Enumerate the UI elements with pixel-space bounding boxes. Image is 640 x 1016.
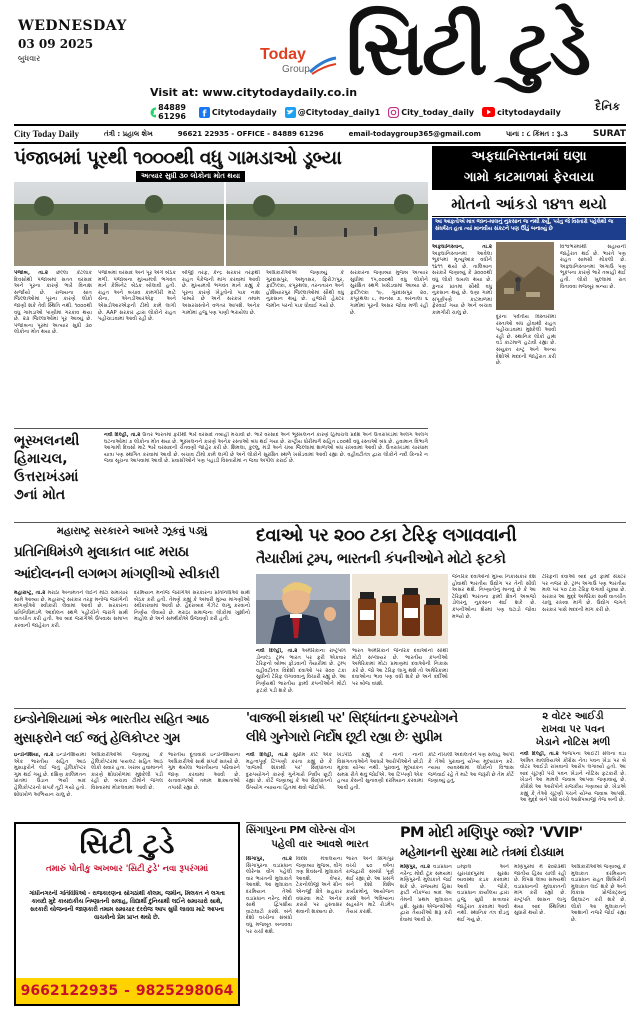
voter-body (520, 751, 626, 819)
afghan-col2: દૂરના પર્વતીય વિસ્તારોમાં રસ્તાઓ બંધ હોવાથી રાહત પહોંચાડવામાં મુશ્કેલી આવી રહી છે. સ્થાનિક લોકો હાથ વડે કાટમાળ હટાવી રહ્યા છે. સંયુક્ત રાષ્ટ્ર અને અન્ય દેશોએ મદદની જાહેરાત કરી છે. (496, 314, 556, 367)
indonesia-col3: ભારતીય દૂતાવાસે ઇન્ડોનેશિયાના અધિકારીઓ સાથે સંપર્ક સાધ્યો છે. ગુમ થયેલા ભારતીયના પરિવારને જાણ કરવામાં આવી છે. સત્તાવાળાઓ તમામ શક્યતાઓ તપાસી રહ્યા છે. (168, 752, 240, 791)
punjab-col5: સરકારના જણાવ્યા મુજબ અત્યાર સુધીમાં ૧૫,૦૦૦થી વધુ લોકોને સુરક્ષિત સ્થળે ખસેડવામાં આવ્યા છે. ફાઝિલ્કા ૧૯, ગુરદાસપુર ૨૦, કપૂરથલા ૮, માનસા ૭, બરનાલા ૬ ગામોમાં પૂરની અસર જોવા મળી રહી છે. (350, 270, 428, 316)
masthead-day-gujarati: બુધવાર (18, 54, 41, 63)
himachal-headline-line4: ૭નાં મોત (14, 487, 66, 503)
ad-body: ગાંધીનગરની ગતિવિધિઓ - રાજકારણના સોગઠાંથી કોલમ, જમીન, મિલકત ને લગતા કાયદો મુદે કાયદાકીય નિષ્ણાતની સલાહ, વિદ્યાર્થી દુનિયાથી લઈને સમાચારો સાથે, સરકારી યોજનાની જાણકારી તમામ સમાચાર દરરોજ આપ સુધી લાવવા માટે આપના વાચકોનો પ્રેમ પ્રાપ્ત થયો છે. (29, 891, 225, 921)
infobar-top-rule (14, 124, 626, 126)
tariff-dateline: નવી દિલ્હી, તા.૨ (256, 648, 298, 654)
punjab-dateline: પંજાબ, તા.૨ (14, 270, 49, 276)
twitter-link[interactable] (285, 107, 380, 118)
ad-phone1[interactable]: 9662122935 (20, 983, 119, 999)
singapore-col1-text: સિંગાપુરના વડાપ્રધાન લોરેન્સ વોંગ પહેલી વાર ભારતની મુલાકાતે આવશે. આ મુલાકાત દરમિયાન તેઓ વડાપ્રધાન નરેન્દ્ર મોદી સાથે દ્વિપક્ષીય વાટાઘાટો કરશે. બંને દેશો વચ્ચેના સંબંધો વધુ મજબૂત બનાવવા પર ચર્ચા થશે. (246, 862, 292, 935)
indonesia-dateline: ઇન્ડોનેશિયા, તા.૨ (14, 752, 54, 758)
twitter-handle: @Citytoday_daily1 (297, 107, 381, 117)
maratha-col1 (14, 590, 128, 704)
voter-body-text: ભાજપના આઈટી સેલના વડા અમિત માલવિયાએ કોંગ્રેસ નેતા પવન ખેડા પર બે વોટર આઈડી રાખવાનો આરોપ લગાવ્યો હતો. આ બાદ ચૂંટણી પંચે પવન ખેડાને નોટિસ ફટકારી છે. ખેડાને આ મામલે જવાબ આપવા જણાવાયું છે. કોંગ્રેસે આ આરોપોને રાજકીય ગણાવ્યા છે. ખેડાએ કહ્યું કે તેઓ ચૂંટણી પંચને યોગ્ય જવાબ આપશે. આ મુદ્દે બંને પક્ષો વચ્ચે આક્ષેપબાજી તેજ બની છે. (520, 751, 626, 804)
voter-dateline: નવી દિલ્હી, તા.૨ (520, 751, 559, 757)
instagram-handle: City_today_daily (401, 107, 475, 117)
facebook-handle: Citytodaydaily (211, 107, 277, 117)
afghan-story (432, 146, 626, 436)
indonesia-col1 (14, 752, 86, 820)
whatsapp-icon (150, 107, 156, 118)
court-col3: કોર્ટે નીચલી અદાલતોને પણ સલાહ આપી કે તેઓ પુરાવાનું યોગ્ય મૂલ્યાંકન કરે. ન્યાય વ્યવસ્થામાં લોકોનો વિશ્વાસ જળવાઈ રહે તે માટે આ જરૂરી છે તેમ કોર્ટે જણાવ્યું હતું. (428, 752, 514, 785)
himachal-top-rule (14, 428, 428, 429)
manipur-headline-line1: PM મોદી મણિપુર જશે? 'VVIP' (400, 825, 583, 841)
court-story (246, 710, 514, 820)
tariff-headline-line2: તૈયારીમાં ટ્રમ્પ, ભારતની કંપનીઓને મોટો ફટકો (256, 551, 506, 567)
tariff-col2: ભારત અમેરિકાને જેનરિક દવાઓનો સૌથી મોટો સપ્લાયર છે. ભારતીય કંપનીઓ અમેરિકામાં મોટા પ્રમાણમાં દવાઓની નિકાસ કરે છે. જો આ ટેરિફ લાગુ થશે તો અમેરિકામાં દવાઓના ભાવ પણ વધી શકે છે અને દર્દીઓ પર બોજ વધશે. (352, 648, 448, 687)
youtube-icon (482, 107, 495, 117)
afghan-col1 (432, 244, 492, 434)
afghan-rubble-photo (496, 242, 554, 310)
whatsapp-number: 84889 61296 (158, 103, 186, 121)
tariff-col1-text: અમેરિકાના રાષ્ટ્રપતિ ડોનાલ્ડ ટ્રમ્પ ભારત પર ફરી એકવાર ટેરિફનો બોમ્બ ફોડવાની તૈયારીમાં છે. ટ્રમ્પ વહીવટીતંત્ર વિદેશી દવાઓ પર ૨૦૦ ટકા સુધીનો ટેરિફ લગાવવાનું વિચારી રહ્યું છે. આ નિર્ણયથી ભારતીય ફાર્મા કંપનીઓને મોટો ફટકો પડી શકે છે. (256, 648, 346, 694)
infobar-bottom-rule (14, 142, 626, 144)
tariff-col4: ટેરિફની દવાઓ બાદ હવે ફાર્મા સેક્ટર પર નજર છે. ટ્રમ્પ અગાઉ પણ ભારતીય માલ પર ૫૦ ટકા ટેરિફ લગાવી ચૂક્યા છે. સરકાર આ મુદ્દે અમેરિકા સાથે વાતચીત ચાલુ રાખવા માંગે છે. ઉદ્યોગ જગતે સરકાર પાસે મદદની માંગ કરી છે. (542, 574, 626, 613)
maratha-story (14, 524, 250, 706)
manipur-dateline: મણિપુર, તા.૨ (400, 864, 431, 870)
himachal-headline-line2: હિમાચલ, (14, 451, 68, 467)
lower-rule (246, 822, 626, 823)
infobar-email[interactable]: email-todaygroup365@gmail.com (348, 130, 481, 138)
voter-headline-line3: ખેડાને નોટિસ મળી (535, 737, 611, 748)
maratha-dateline: મહારાષ્ટ્ર, તા.૨ (14, 590, 46, 596)
instagram-icon (388, 107, 399, 118)
tariff-col1 (256, 648, 346, 706)
maratha-kicker: મહારાષ્ટ્ર સરકારને આખરે ઝૂકવું પડ્યું (56, 526, 208, 537)
visit-url[interactable]: Visit at: www.citytodaydaily.co.in (150, 86, 358, 99)
punjab-col4: અધિકારીઓએ જણાવ્યું કે ગુરદાસપુર, અમૃતસર, ફિરોઝપુર, ફાઝિલ્કા, કપૂરથલા, તરનતારન અને હોશિયારપુર જિલ્લાઓમાં સૌથી વધુ નુકસાન થયું છે. હજારો હેક્ટર જમીન પરનો પાક ધોવાઈ ગયો છે. (266, 270, 344, 309)
infobar (14, 127, 626, 141)
indonesia-col2: અધિકારીઓએ જણાવ્યું કે હેલિકોપ્ટરમાં પાયલટ સહિત આઠ લોકો સવાર હતા. ખરાબ હવામાનને કારણે શોધખોળમાં મુશ્કેલી પડી રહી છે. બચાવ ટીમોને જંગલ વિસ્તારમાં મોકલવામાં આવી છે. (91, 752, 163, 791)
facebook-icon (199, 107, 210, 118)
singapore-headline-line1: સિંગાપુરના PM લોરેન્સ વોંગ (246, 825, 355, 836)
ad-phone-bar (16, 978, 238, 1004)
himachal-headline-line1: ભૂસ્ખલનથી (14, 433, 80, 449)
city-today-ad (14, 822, 240, 1006)
masthead-title-block (346, 4, 626, 116)
tariff-col3: જેનરિક દવાઓનો મુખ્ય નિકાસકાર દેશ હોવાથી ભારતીય ઉદ્યોગ પર તેની સીધી અસર થશે. નિષ્ણાતોનું માનવું છે કે આ ટેરિફથી ભારતના ફાર્મા ક્ષેત્રને અબજો ડોલરનું નુકસાન થઈ શકે છે. કંપનીઓના શેરમાં પણ ઘટાડો જોવા મળ્યો છે. (452, 574, 536, 620)
himachal-headline (14, 432, 98, 504)
punjab-col2: પંજાબમાં વરસાદ અને પૂર અંગે બેઠક મળી. પંજાબના મુખ્યમંત્રી ભગવંત માને કેબિનેટ બેઠક બોલાવી હતી. રાહત અને બચાવ કામગીરી માટે સેના, એનડીઆરએફ અને એસડીઆરએફની ટીમો કામે લાગી છે. AAP સરકાર દ્વારા લોકોને રાહત પહોંચાડવામાં આવી રહી છે. (98, 270, 176, 323)
indonesia-headline-line2: મુસાફરોને લઈ જતું હેલિકોપ્ટર ગુમ (14, 730, 180, 745)
logo-swoosh-icon (308, 56, 338, 76)
voter-story (520, 710, 626, 820)
afghan-lede: આ આફતોએ માત્ર જાન-માલનું નુકસાન જ નથી કર્યું, પરંતુ જે વિસ્તારો પહેલેથી જ સંઘર્ષરત હતા ત્યાં માનવીય સંકટને પણ ઊંડું બનાવ્યું છે (432, 218, 626, 240)
punjab-col1-text: છેલ્લા કેટલાક દિવસોથી પંજાબમાં સતત વરસાદ અને પૂરના કારણે ભારે વિનાશ સર્જાયો છે. રાજ્યના સાત જિલ્લાઓમાં પૂરના કારણે લોકો જાણી શકે તેવી સ્થિતિ નથી. ૧૦૦૦થી વધુ ગામડાઓ પાણીમાં ગરકાવ થયા છે. ૨૩ જિલ્લાઓમાં પૂર આવ્યું છે. પંજાબના પૂરમાં અત્યાર સુધી ૩૦ લોકોના મોત થયા છે. (14, 270, 92, 336)
infobar-paper: City Today Daily (14, 129, 80, 139)
singapore-headline-line2: પહેલી વાર આવશે ભારત (271, 839, 369, 850)
twitter-icon (285, 107, 296, 118)
masthead-title: સિટી ટુડે (346, 3, 589, 92)
manipur-story (400, 824, 626, 1008)
masthead-day: WEDNESDAY (18, 18, 127, 34)
voter-headline-line2: રાખવા પર પવન (541, 724, 605, 735)
tariff-story (256, 524, 626, 706)
punjab-subhead: અત્યાર સુધી ૩૦ લોકોના મોત થયા (136, 171, 245, 182)
maratha-top-rule (14, 522, 626, 523)
ad-phone2[interactable]: 9825298064 (135, 983, 234, 999)
facebook-link[interactable] (199, 107, 277, 118)
instagram-link[interactable] (388, 107, 474, 118)
himachal-headline-line3: ઉત્તરાખંડમાં (14, 469, 79, 485)
punjab-story (14, 146, 428, 426)
court-dateline: નવી દિલ્હી, તા.૨ (246, 752, 288, 758)
manipur-col1-text: વડાપ્રધાન નરેન્દ્ર મોદી ટૂંક સમયમાં મણિપુરની મુલાકાતે જઈ શકે છે. રાજ્યમાં હિંસા ફાટી નીકળ્યા બાદ આ તેમની પ્રથમ મુલાકાત હશે. સુરક્ષા એજન્સીઓ દ્વારા તૈયારીઓ શરૂ કરી દેવામાં આવી છે. (400, 864, 452, 923)
trump-photo (256, 574, 350, 644)
court-col1 (246, 752, 332, 820)
himachal-story (14, 432, 428, 520)
himachal-dateline: નવી દિલ્હી, તા.૨ (104, 432, 141, 438)
court-col1-text: સુપ્રીમ કોર્ટે એક મહત્વપૂર્ણ ટિપ્પણી કરતા કહ્યું છે કે 'વાજબી શંકાથી પર' સિદ્ધાંતના દુરુપયોગને કારણે ગુનેગારો નિર્દોષ છૂટી રહ્યા છે. કોર્ટે જણાવ્યું કે આ સિદ્ધાંતનો ઉપયોગ ન્યાયના હિતમાં થવો જોઈએ. (246, 752, 332, 791)
afghan-headline-box (432, 146, 626, 190)
infobar-editor: તંત્રી : પ્રહાલ શેખ (104, 129, 153, 138)
masthead-date: 03 09 2025 (18, 37, 94, 51)
singapore-dateline: સિંગાપુર, તા.૨ (246, 856, 292, 862)
court-headline-line1: 'વાજબી શંકાથી પર' સિદ્ધાંતના દુરુપયોગને (246, 711, 458, 726)
punjab-headline: પંજાબમાં પૂરથી ૧૦૦૦થી વધુ ગામડાઓ ડૂબ્યા (14, 147, 342, 169)
punjab-col3: બીજી તરફ, કેન્દ્ર સરકાર તરફથી રાહત પેકેજની માંગ કરવામાં આવી છે. મુખ્યમંત્રી ભગવંત માને કહ્યું કે પૂરના કારણે ખેડૂતોનો પાક નાશ પામ્યો છે અને સરકાર તમામ અસરગ્રસ્તોને વળતર આપશે. અનેક ગામોમાં હજુ પણ પાણી ભરાયેલા છે. (182, 270, 260, 316)
manipur-col4: અધિકારીઓએ જણાવ્યું કે મુલાકાત દરમિયાન વડાપ્રધાન રાહત શિબિરોની મુલાકાત લઈ શકે છે અને વિકાસ પ્રોજેક્ટ્સનું ઉદ્ઘાટન કરી શકે છે. લોકો આ મુલાકાતને આશાની નજરે જોઈ રહ્યા છે. (571, 864, 626, 923)
ad-title: સિટી ટુડે (79, 827, 175, 860)
singapore-story (246, 824, 394, 1008)
medicine-bottles-photo (352, 574, 448, 644)
logo-group-text: Group (282, 64, 310, 75)
indonesia-headline-line1: ઇન્ડોનેશિયામાં એક ભારતીય સહિત આઠ (14, 711, 209, 726)
masthead (0, 0, 640, 124)
indonesia-col1-text: ઇન્ડોનેશિયામાં એક ભારતીય સહિત આઠ મુસાફરોને લઈ જતું હેલિકોપ્ટર ગુમ થઈ ગયું છે. દક્ષિણ કાલિમંતન પ્રાંતમાં ઉડાન ભર્યા બાદ હેલિકોપ્ટરનો સંપર્ક તૂટી ગયો હતો. શોધખોળ અભિયાન ચાલુ છે. (14, 752, 86, 798)
afghan-headline-line2: ગામો કાટમાળમાં ફેરવાયા (463, 170, 595, 185)
punjab-col1 (14, 270, 92, 424)
manipur-col2: ઇમ્ફાલ અને ચુરાચાંદપુરમાં સુરક્ષા વ્યવસ્થા કડક કરવામાં આવી છે. જોકે, વડાપ્રધાન કાર્યાલય દ્વારા હજુ સુધી સત્તાવાર જાહેરાત કરવામાં આવી નથી. સ્થાનિક તંત્ર દોડતું થઈ ગયું છે. (457, 864, 509, 923)
court-headline-line2: લીધે ગુનેગારો નિર્દોષ છૂટી રહ્યા છેઃ સુપ્રીમ (246, 730, 442, 745)
infobar-city: SURAT (592, 129, 626, 139)
singapore-col1 (246, 856, 292, 1008)
voter-headline-line1: ૨ વોટર આઈડી (542, 711, 604, 722)
afghan-dateline: અફઘાનિસ્તાન, તા.૨ (432, 244, 492, 250)
himachal-body (104, 432, 428, 516)
court-col2: ખંડપીઠે કહ્યું કે નાની નાની વિસંગતતાઓને આધારે આરોપીઓને છોડી મૂકવા યોગ્ય નથી. પુરાવાનું મૂલ્યાંકન સમગ્ર રીતે થવું જોઈએ. આ ટિપ્પણી એક હત્યા કેસની સુનાવણી દરમિયાન કરવામાં આવી હતી. (337, 752, 423, 791)
manipur-col3: મણિપુરમાં મે ૨૦૨૩થી જાતીય હિંસા ચાલી રહી છે. વિપક્ષ લાંબા સમયથી વડાપ્રધાનની મુલાકાતની માંગ કરી રહ્યો છે. રાષ્ટ્રપતિ શાસન લાગુ થયા બાદ સ્થિતિમાં સુધારો થયો છે. (514, 864, 566, 917)
maratha-headline-line2: આંદોલનની લગભગ માંગણીઓ સ્વીકારી (14, 566, 220, 582)
youtube-link[interactable] (482, 107, 561, 117)
whatsapp-link[interactable] (150, 103, 191, 121)
maratha-headline-line1: પ્રતિનિધિમંડળે મુલાકાત બાદ મરાઠા (14, 544, 189, 560)
today-group-logo (260, 46, 340, 86)
himachal-body-text: ઉત્તર ભારતમાં ફરીથી ભારે વરસાદે તબાહી મચાવી છે. ભારે વરસાદ અને ભૂસ્ખલનને કારણે હિમાચલ પ્રદેશ અને ઉત્તરાખંડમાં અલગ અલગ ઘટનાઓમાં ૭ લોકોના મોત થયા છે. ભૂસ્ખલનને કારણે અનેક રસ્તાઓ બંધ થઈ ગયા છે. રાષ્ટ્રીય ધોરીમાર્ગ સહિત ૮૦૦થી વધુ રસ્તાઓ બંધ છે. હવામાન વિભાગે આગામી દિવસો માટે ભારે વરસાદની ચેતવણી જાહેર કરી છે. શિમલા, કુલ્લુ, મંડી અને ચંબા જિલ્લામાં શાળાઓ બંધ રાખવામાં આવી છે. ઉત્તરાખંડમાં ચારધામ યાત્રા પણ સ્થગિત કરવામાં આવી છે. બચાવ ટીમો કામે લાગી છે અને લોકોને સુરક્ષિત સ્થળે ખસેડવામાં આવી રહ્યા છે. વહીવટીતંત્ર દ્વારા લોકોને નદી કિનારે ન જવા સૂચના આપવામાં આવી છે. પ્રવાસીઓને પણ પહાડી વિસ્તારોમાં ન જવા અપીલ કરાઈ છે. (104, 432, 428, 465)
logo-today-text: Today (260, 46, 306, 63)
maratha-col1-text: મરાઠા અનામતને લઈને મોટા સમાચાર સામે આવ્યા છે. મહારાષ્ટ્ર સરકાર તરફ મનોજ જરાંગેની માંગણીઓ સ્વીકારી લેવામાં આવી છે. સરકારના પ્રતિનિધિમંડળે આંદોલન સ્થળે પહોંચીને જરાંગે સાથે વાતચીત કરી હતી. આ બાદ જરાંગેએ ઉપવાસ સમાપ્ત કરવાની જાહેરાત કરી. (14, 590, 128, 629)
tariff-headline-line1: દવાઓ પર ૨૦૦ ટકા ટેરિફ લગાવવાની (256, 525, 517, 546)
manipur-col1 (400, 864, 452, 1008)
ad-tagline: તમારું પોતીકુ અખબાર 'સિટી ટુડે' નવા રૂપરંગમાં (45, 864, 209, 874)
manipur-headline-line2: મહેમાનની સુરક્ષા માટે તંત્રમાં દોડધામ (400, 845, 564, 859)
afghan-death-toll: મોતનો આંકડો ૧૪૧૧ થયો (432, 192, 626, 217)
svg-text:f: f (202, 109, 207, 118)
social-strip (150, 103, 561, 121)
indonesia-top-rule (14, 708, 626, 709)
infobar-phones: 96621 22935 - OFFICE - 84889 61296 (177, 130, 324, 138)
singapore-col2: વિદેશ મંત્રાલયના જણાવ્યા મુજબ, વોંગ ત્રણ દિવસની મુલાકાતે આવશે. વેપાર, ટેકનોલોજી અને ગ્રીન એનર્જી ક્ષેત્રે સહકાર વધારવા માટે અનેક કરારો પર હસ્તાક્ષર થવાની શક્યતા છે. (296, 856, 342, 915)
afghan-headline-line1: અફઘાનિસ્તાનમાં ઘણા (471, 149, 587, 164)
masthead-title-suffix: દૈનિક (595, 100, 620, 113)
maratha-col2: દરમિયાન મનોજ જરાંગેએ સરકારના પ્રતિનિધિઓ સાથે બેઠક કરી હતી. તેમણે કહ્યું કે અમારી મુખ્ય માંગણીઓ સ્વીકારવામાં આવી છે. હૈદરાબાદ ગેઝેટ લાગુ કરવાનો નિર્ણય લેવાયો છે. મરાઠા સમાજના લોકોમાં ખુશીનો માહોલ છે અને સમર્થકોએ ઉજવણી કરી હતી. (134, 590, 250, 623)
punjab-flood-photo (14, 182, 428, 266)
youtube-handle: citytodaydaily (497, 107, 561, 117)
indonesia-story (14, 710, 240, 820)
afghan-col1-text: અફઘાનિસ્તાનમાં આવેલા ભૂકંપમાં મૃત્યુઆંક વધીને ૧૪૧૧ થયો છે. તાલિબાન સરકારે જણાવ્યું કે ૩૦૦૦થી વધુ લોકો ઘાયલ થયા છે. કુનાર પ્રાંતમાં સૌથી વધુ નુકસાન થયું છે. ઘણા ગામો સંપૂર્ણપણે કાટમાળમાં ફેરવાઈ ગયા છે અને બચાવ કામગીરી ચાલુ છે. (432, 250, 492, 316)
singapore-col3: ભારત અને સિંગાપુર વચ્ચે ૬૦ વર્ષના રાજદ્વારી સંબંધો પૂર્ણ થઈ રહ્યા છે. આ પ્રસંગે બંને દેશો વિશેષ કાર્યક્રમોનું આયોજન કરશે અને ભવિષ્યના સહયોગ માટે રોડમેપ તૈયાર કરાશે. (346, 856, 394, 915)
infobar-pages: પાના : ૮ કિંમત : રૂ.૩ (505, 129, 568, 138)
afghan-col3: વિશ્વભરમાંથી સહાયની જાહેરાત થઈ છે. ભારતે પણ રાહત સામગ્રી મોકલી છે. અફઘાનિસ્તાનમાં અગાઉ પણ ભૂકંપના કારણે ભારે તબાહી થઈ હતી. લોકો ખુલ્લામાં રાત વિતાવવા મજબૂર બન્યા છે. (560, 244, 626, 290)
ad-phone-sep: - (124, 983, 130, 999)
